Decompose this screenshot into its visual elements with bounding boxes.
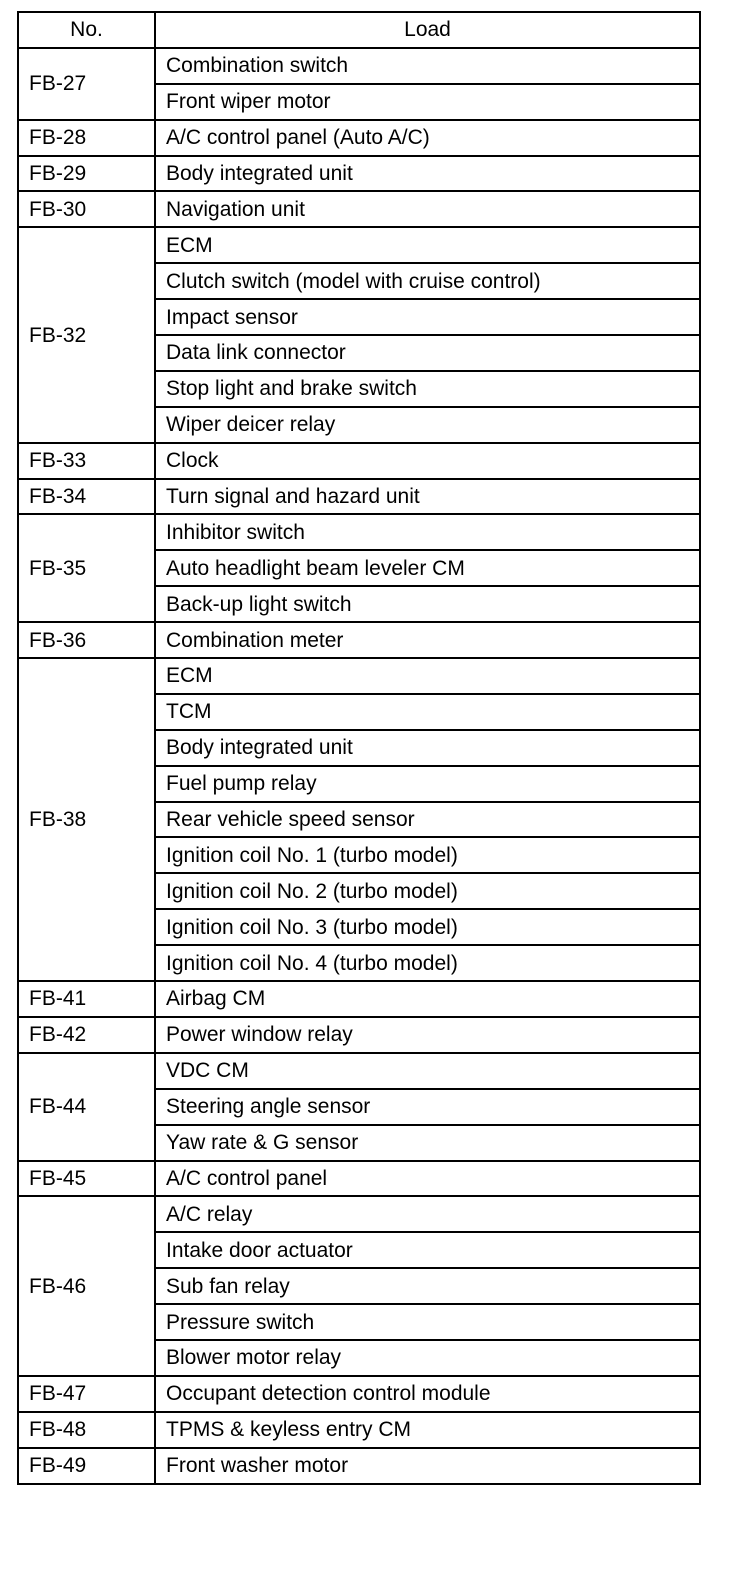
load-cell: Data link connector bbox=[155, 335, 700, 371]
fuse-number-cell: FB-27 bbox=[18, 48, 155, 120]
table-row bbox=[18, 191, 700, 227]
load-cell: Rear vehicle speed sensor bbox=[155, 802, 700, 838]
table-row bbox=[18, 1017, 700, 1053]
fuse-number-cell: FB-34 bbox=[18, 479, 155, 515]
fuse-number-cell: FB-33 bbox=[18, 443, 155, 479]
header-no: No. bbox=[18, 12, 155, 48]
load-cell: Front wiper motor bbox=[155, 84, 700, 120]
table-row bbox=[18, 479, 700, 515]
load-cell: Pressure switch bbox=[155, 1304, 700, 1340]
load-cell: Occupant detection control module bbox=[155, 1376, 700, 1412]
header-load: Load bbox=[155, 12, 700, 48]
table-row bbox=[18, 1448, 700, 1484]
table-row bbox=[18, 120, 700, 156]
table-row bbox=[18, 622, 700, 658]
load-cell: Yaw rate & G sensor bbox=[155, 1125, 700, 1161]
load-cell: Ignition coil No. 1 (turbo model) bbox=[155, 837, 700, 873]
table-row bbox=[18, 1161, 700, 1197]
load-cell: Power window relay bbox=[155, 1017, 700, 1053]
load-cell: Turn signal and hazard unit bbox=[155, 479, 700, 515]
table-body bbox=[18, 48, 700, 1484]
load-cell: A/C control panel (Auto A/C) bbox=[155, 120, 700, 156]
load-cell: Steering angle sensor bbox=[155, 1089, 700, 1125]
load-cell: Combination switch bbox=[155, 48, 700, 84]
table-row bbox=[18, 981, 700, 1017]
fuse-number-cell: FB-29 bbox=[18, 156, 155, 192]
load-cell: TPMS & keyless entry CM bbox=[155, 1412, 700, 1448]
fuse-number-cell: FB-30 bbox=[18, 191, 155, 227]
table-row bbox=[18, 156, 700, 192]
load-cell: Fuel pump relay bbox=[155, 766, 700, 802]
load-cell: A/C relay bbox=[155, 1196, 700, 1232]
fuse-number-cell: FB-41 bbox=[18, 981, 155, 1017]
load-cell: Impact sensor bbox=[155, 299, 700, 335]
fuse-number-cell: FB-46 bbox=[18, 1196, 155, 1375]
load-cell: Front washer motor bbox=[155, 1448, 700, 1484]
load-cell: Airbag CM bbox=[155, 981, 700, 1017]
table-row bbox=[18, 48, 700, 84]
load-cell: Body integrated unit bbox=[155, 730, 700, 766]
table-row bbox=[18, 227, 700, 263]
table-row bbox=[18, 1412, 700, 1448]
fuse-number-cell: FB-45 bbox=[18, 1161, 155, 1197]
load-cell: Intake door actuator bbox=[155, 1232, 700, 1268]
load-cell: ECM bbox=[155, 227, 700, 263]
header-row bbox=[18, 12, 700, 48]
table-row bbox=[18, 514, 700, 550]
load-cell: Ignition coil No. 2 (turbo model) bbox=[155, 873, 700, 909]
load-cell: A/C control panel bbox=[155, 1161, 700, 1197]
fuse-number-cell: FB-42 bbox=[18, 1017, 155, 1053]
table-row bbox=[18, 1053, 700, 1089]
table-row bbox=[18, 1196, 700, 1232]
fuse-number-cell: FB-47 bbox=[18, 1376, 155, 1412]
load-cell: ECM bbox=[155, 658, 700, 694]
fuse-number-cell: FB-44 bbox=[18, 1053, 155, 1161]
load-cell: Inhibitor switch bbox=[155, 514, 700, 550]
load-cell: Body integrated unit bbox=[155, 156, 700, 192]
fuse-load-table bbox=[17, 11, 701, 1485]
load-cell: Back-up light switch bbox=[155, 586, 700, 622]
load-cell: Combination meter bbox=[155, 622, 700, 658]
load-cell: Ignition coil No. 4 (turbo model) bbox=[155, 945, 700, 981]
load-cell: Clutch switch (model with cruise control) bbox=[155, 263, 700, 299]
fuse-number-cell: FB-35 bbox=[18, 514, 155, 622]
load-cell: Wiper deicer relay bbox=[155, 407, 700, 443]
load-cell: Auto headlight beam leveler CM bbox=[155, 550, 700, 586]
fuse-number-cell: FB-36 bbox=[18, 622, 155, 658]
fuse-number-cell: FB-48 bbox=[18, 1412, 155, 1448]
fuse-number-cell: FB-32 bbox=[18, 227, 155, 442]
fuse-number-cell: FB-28 bbox=[18, 120, 155, 156]
table-row bbox=[18, 443, 700, 479]
load-cell: Sub fan relay bbox=[155, 1268, 700, 1304]
load-cell: Ignition coil No. 3 (turbo model) bbox=[155, 909, 700, 945]
fuse-number-cell: FB-38 bbox=[18, 658, 155, 981]
load-cell: TCM bbox=[155, 694, 700, 730]
load-cell: Blower motor relay bbox=[155, 1340, 700, 1376]
load-cell: Stop light and brake switch bbox=[155, 371, 700, 407]
load-cell: Clock bbox=[155, 443, 700, 479]
fuse-number-cell: FB-49 bbox=[18, 1448, 155, 1484]
load-cell: VDC CM bbox=[155, 1053, 700, 1089]
load-cell: Navigation unit bbox=[155, 191, 700, 227]
table-row bbox=[18, 658, 700, 694]
table-row bbox=[18, 1376, 700, 1412]
